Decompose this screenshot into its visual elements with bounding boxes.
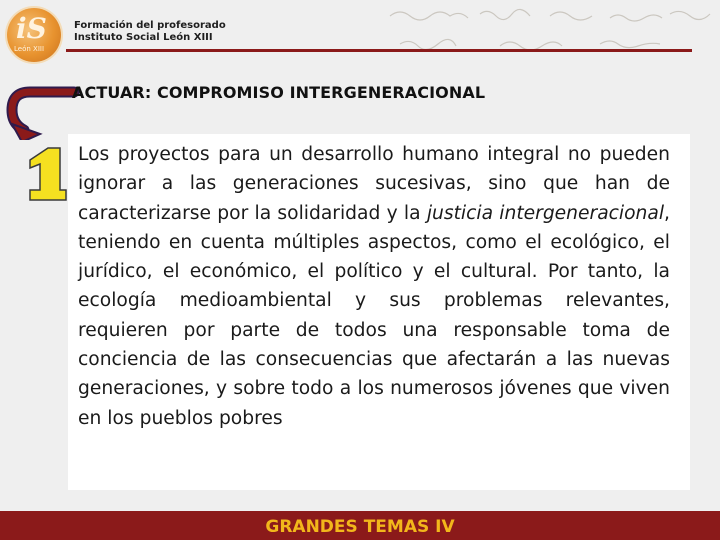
footer-title: GRANDES TEMAS IV xyxy=(265,517,455,537)
body-text-rest: , teniendo en cuenta múltiples aspectos, como el ecológico, el jurídico, el económico, el político y el cultural. Por tanto, la ecología medioambiental y sus problemas relevantes, requieren por parte de todos una responsable toma de conciencia de las consecuencias que afectarán a las nuevas generaciones, y sobre todo a los numerosos jóvenes que viven en los pueblos pobres xyxy=(78,202,670,429)
curved-arrow-icon xyxy=(0,80,80,140)
header-text xyxy=(74,20,226,44)
section-title: ACTUAR: COMPROMISO INTERGENERACIONAL xyxy=(72,83,486,102)
background-handwriting xyxy=(380,4,720,74)
header-line-program: Formación del profesorado xyxy=(74,20,226,31)
numeral-one-icon xyxy=(26,146,68,202)
body-paragraph xyxy=(78,140,670,433)
body-text-intro: Los proyectos para un desarrollo humano integral no pueden ignorar a las generaciones sucesivas, sino que han de caracterizarse por la solidaridad y la xyxy=(78,144,670,224)
body-text-emphasis: justicia intergeneracional xyxy=(426,202,665,224)
content-box xyxy=(68,134,690,490)
footer-bar xyxy=(0,511,720,540)
institute-logo xyxy=(7,8,61,62)
logo-mark: iS xyxy=(16,12,47,45)
header-divider xyxy=(66,49,692,52)
header-line-institute: Instituto Social León XIII xyxy=(74,32,213,43)
logo-subtext: León XIII xyxy=(14,45,45,53)
